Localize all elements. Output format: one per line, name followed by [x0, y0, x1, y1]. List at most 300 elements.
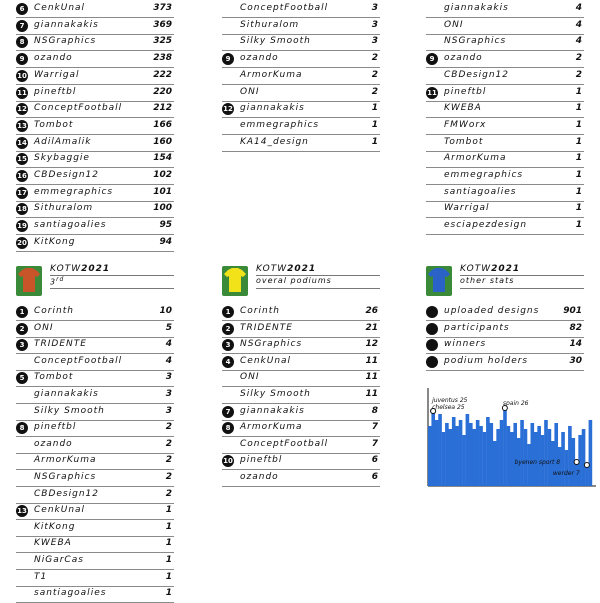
list-item [426, 338, 584, 354]
designer-name: podium holders [444, 356, 529, 367]
count-value: 30 [569, 356, 582, 367]
list-item [222, 69, 380, 85]
designer-name: ArmorKuma [240, 422, 303, 433]
list-item [16, 438, 174, 454]
count-value: 8 [371, 405, 378, 416]
list-item [222, 454, 380, 470]
count-value: 1 [371, 136, 378, 147]
list-item [16, 86, 174, 102]
rank-badge: 1 [16, 306, 28, 318]
rank-badge: 15 [17, 155, 27, 164]
rank-badge: 19 [17, 222, 27, 231]
bar [462, 435, 466, 486]
designer-name: uploaded designs [444, 306, 540, 316]
section-title: KOTW2021 [460, 264, 521, 274]
list-item [426, 136, 584, 152]
rank-badge: 8 [222, 422, 234, 434]
count-value: 1 [575, 153, 582, 164]
rank-badge: 3 [16, 339, 28, 351]
designer-name: winners [444, 339, 487, 350]
designer-name: NiGarCas [34, 555, 84, 565]
section-subtitle: 3rd [50, 276, 65, 287]
shirt-icon [426, 264, 452, 296]
list-item [426, 169, 584, 185]
count-value: 1 [575, 86, 582, 97]
designer-name: Skybaggie [34, 153, 90, 164]
count-value: 1 [165, 538, 172, 549]
section-title: KOTW2021 [256, 264, 317, 274]
section-title: KOTW2021 [50, 264, 111, 274]
section-subtitle: other stats [460, 276, 515, 285]
list-item [16, 186, 174, 202]
count-value: 10 [159, 306, 172, 316]
list-item [222, 102, 380, 118]
designer-name: ONI [34, 322, 54, 333]
designer-name: giannakakis [34, 19, 99, 30]
designer-name: giannakakis [240, 405, 305, 416]
bar [537, 426, 541, 486]
bar [459, 420, 463, 486]
list-item [16, 236, 174, 252]
list-item [222, 136, 380, 152]
list-item [16, 322, 174, 338]
designer-name: CBDesign12 [444, 69, 509, 80]
count-value: 212 [153, 103, 172, 114]
count-value: 94 [159, 236, 172, 247]
list-item [426, 2, 584, 18]
designer-name: ozando [240, 53, 279, 64]
list-item [16, 305, 174, 321]
bar [548, 429, 552, 486]
rank-badge: 17 [17, 188, 27, 197]
list-item [16, 52, 174, 68]
designer-name: KWEBA [34, 538, 72, 549]
bar [558, 447, 562, 486]
designer-name: santiagoalies [34, 220, 107, 231]
list-item [16, 119, 174, 135]
list-item [16, 2, 174, 18]
bar [490, 423, 494, 486]
list-item [222, 371, 380, 387]
rank-badge: 13 [17, 121, 27, 130]
bar [503, 408, 507, 486]
designer-name: ArmorKuma [444, 153, 507, 164]
rank-badge [426, 356, 438, 368]
designer-name: Silky Smooth [240, 389, 311, 399]
count-value: 1 [165, 521, 172, 532]
designer-name: Sithuralom [34, 203, 94, 214]
bar [493, 441, 497, 486]
designer-name: TRIDENTE [240, 322, 293, 333]
bar [500, 420, 504, 486]
annotation-label: werder 7 [552, 470, 580, 477]
rank-badge: 3 [222, 339, 234, 351]
count-value: 100 [153, 203, 172, 214]
designer-name: CenkUnal [240, 355, 292, 366]
count-value: 7 [371, 438, 378, 449]
count-value: 4 [165, 355, 172, 366]
list-item [222, 338, 380, 354]
designs-per-week-chart [426, 388, 596, 488]
designer-name: KWEBA [444, 103, 482, 114]
count-value: 1 [575, 186, 582, 197]
count-value: 3 [165, 405, 172, 416]
designer-name: CBDesign12 [34, 170, 99, 180]
designer-name: pineftbl [34, 86, 77, 97]
bar [520, 420, 524, 486]
bar [483, 432, 487, 486]
list-item [426, 186, 584, 202]
rank-badge [426, 339, 438, 351]
count-value: 1 [575, 119, 582, 130]
count-value: 3 [371, 19, 378, 30]
designer-name: Tombot [34, 372, 74, 383]
count-value: 2 [165, 488, 172, 499]
list-item [16, 69, 174, 85]
bar [507, 426, 511, 486]
bar-chart [426, 388, 596, 488]
list-item [426, 355, 584, 371]
rank-badge: 2 [222, 323, 234, 335]
designer-name: esciapezdesign [444, 220, 528, 231]
rank-badge: 20 [17, 238, 27, 247]
list-item [426, 322, 584, 338]
rank-badge: 16 [17, 172, 27, 180]
count-value: 2 [371, 86, 378, 97]
annotation-label: chelsea 25 [432, 404, 465, 411]
designer-name: ONI [444, 19, 464, 30]
count-value: 2 [575, 53, 582, 64]
designer-name: CenkUnal [34, 505, 86, 516]
bar [438, 414, 442, 486]
bar [582, 429, 586, 486]
designer-name: CenkUnal [34, 3, 86, 13]
list-item [222, 19, 380, 35]
bar [531, 423, 535, 486]
bar [486, 417, 490, 486]
count-value: 5 [165, 322, 172, 333]
count-value: 21 [365, 322, 378, 333]
count-value: 3 [165, 372, 172, 383]
count-value: 2 [371, 53, 378, 64]
count-value: 2 [165, 438, 172, 449]
bar [568, 426, 572, 486]
designer-name: ozando [240, 472, 279, 482]
designer-name: Tombot [444, 136, 484, 147]
shirt-icon [222, 264, 248, 296]
designer-name: NSGraphics [34, 36, 97, 47]
count-value: 6 [371, 472, 378, 482]
count-value: 1 [575, 103, 582, 114]
rank-badge: 10 [223, 457, 233, 466]
designer-name: giannakakis [240, 103, 305, 114]
rank-badge: 6 [16, 3, 28, 15]
designer-name: ConceptFootball [240, 3, 329, 13]
rank-badge: 14 [17, 138, 27, 147]
count-value: 1 [165, 588, 172, 599]
list-item [426, 86, 584, 102]
annotation-label: byenen sport 8 [514, 459, 561, 466]
count-value: 4 [575, 19, 582, 30]
bar [496, 429, 500, 486]
rank-badge: 4 [222, 356, 234, 368]
bar [565, 450, 569, 486]
count-value: 3 [371, 36, 378, 47]
designer-name: Corinth [240, 306, 280, 316]
count-value: 373 [153, 3, 172, 13]
list-item [16, 102, 174, 118]
list-item [16, 504, 174, 520]
count-value: 1 [575, 220, 582, 231]
list-item [222, 322, 380, 338]
bar [510, 432, 514, 486]
count-value: 238 [153, 53, 172, 64]
designer-name: KitKong [34, 236, 76, 247]
rank-badge: 9 [16, 53, 28, 65]
count-value: 12 [365, 339, 378, 350]
rank-badge [426, 323, 438, 335]
count-value: 1 [165, 555, 172, 565]
bar [469, 423, 473, 486]
list-item [426, 102, 584, 118]
rank-badge: 5 [16, 372, 28, 384]
other-stats-header [426, 264, 584, 290]
count-value: 325 [153, 36, 172, 47]
bar [585, 465, 589, 486]
list-item [16, 454, 174, 470]
designer-name: participants [444, 322, 510, 333]
list-item [16, 405, 174, 421]
designer-name: giannakakis [444, 3, 509, 13]
bar [435, 420, 439, 486]
rank-badge: 7 [16, 20, 28, 32]
list-item [16, 421, 174, 437]
designer-name: ArmorKuma [34, 455, 97, 466]
count-value: 3 [165, 389, 172, 399]
rank-badge: 11 [427, 88, 437, 97]
bar [524, 429, 528, 486]
rank-badge: 13 [17, 507, 27, 516]
list-item [16, 19, 174, 35]
designer-name: T1 [34, 571, 48, 582]
designer-name: Tombot [34, 119, 74, 130]
count-value: 11 [365, 355, 378, 366]
designer-name: Silky Smooth [240, 36, 311, 47]
list-item [426, 305, 584, 321]
count-value: 160 [153, 136, 172, 147]
bar [452, 417, 456, 486]
designer-name: Corinth [34, 306, 74, 316]
list-item [426, 202, 584, 218]
designer-name: ozando [444, 53, 483, 64]
list-item [426, 119, 584, 135]
count-value: 7 [371, 422, 378, 433]
designer-name: ONI [240, 372, 260, 383]
designer-name: emmegraphics [34, 186, 114, 197]
count-value: 1 [575, 136, 582, 147]
count-value: 1 [371, 119, 378, 130]
list-item [16, 571, 174, 587]
count-value: 2 [165, 455, 172, 466]
count-value: 2 [371, 69, 378, 80]
rank-badge: 8 [16, 422, 28, 434]
bar [431, 411, 435, 486]
count-value: 26 [365, 306, 378, 316]
list-item [222, 305, 380, 321]
count-value: 166 [153, 119, 172, 130]
bar [442, 432, 446, 486]
list-item [16, 371, 174, 387]
designer-name: ConceptFootball [240, 438, 329, 449]
designer-name: santiagoalies [444, 186, 517, 197]
count-value: 1 [575, 203, 582, 214]
list-item [16, 35, 174, 51]
list-item [16, 537, 174, 553]
section-subtitle: overal podiums [256, 276, 332, 285]
rank-badge: 9 [426, 53, 438, 65]
annotation-label: spain 26 [502, 400, 529, 407]
count-value: 3 [371, 3, 378, 13]
bar [476, 420, 480, 486]
designer-name: pineftbl [34, 422, 77, 433]
list-item [16, 338, 174, 354]
bar [561, 432, 565, 486]
list-item [222, 35, 380, 51]
rank-badge: 7 [222, 406, 234, 418]
list-item [16, 136, 174, 152]
list-item [426, 19, 584, 35]
bar [479, 426, 483, 486]
designer-name: ozando [34, 438, 73, 449]
list-item [426, 219, 584, 235]
count-value: 2 [165, 422, 172, 433]
count-value: 101 [153, 186, 172, 197]
count-value: 11 [365, 389, 378, 399]
designer-name: AdilAmalik [34, 136, 92, 147]
rank-badge: 10 [17, 71, 27, 80]
list-item [222, 2, 380, 18]
list-item [222, 471, 380, 487]
list-item [222, 405, 380, 421]
count-value: 102 [153, 170, 172, 180]
count-value: 2 [165, 472, 172, 482]
designer-name: ConceptFootball [34, 355, 123, 366]
rank-badge: 1 [222, 306, 234, 318]
designer-name: NSGraphics [444, 36, 507, 47]
count-value: 220 [153, 86, 172, 97]
rank-badge [426, 306, 438, 318]
rank-badge: 12 [17, 105, 27, 114]
designer-name: Sithuralom [240, 19, 300, 30]
list-item [16, 355, 174, 371]
list-item [426, 52, 584, 68]
list-item [16, 388, 174, 404]
list-item [222, 438, 380, 454]
rank-badge: 18 [17, 205, 27, 214]
designer-name: NSGraphics [240, 339, 303, 350]
designer-name: giannakakis [34, 389, 99, 399]
count-value: 1 [575, 170, 582, 180]
rank-badge: 2 [16, 323, 28, 335]
list-item [426, 152, 584, 168]
designer-name: ONI [240, 86, 260, 97]
designer-name: pineftbl [444, 86, 487, 97]
annotation-marker [584, 463, 589, 468]
list-item [222, 421, 380, 437]
rank-badge: 12 [223, 105, 233, 114]
shirt-icon [16, 264, 42, 296]
count-value: 11 [365, 372, 378, 383]
list-item [16, 521, 174, 537]
designer-name: ozando [34, 53, 73, 64]
count-value: 4 [165, 339, 172, 350]
bar [428, 426, 432, 486]
count-value: 369 [153, 19, 172, 30]
count-value: 2 [575, 69, 582, 80]
third-place-header [16, 264, 174, 290]
list-item [16, 169, 174, 185]
list-item [222, 86, 380, 102]
count-value: 4 [575, 3, 582, 13]
designer-name: pineftbl [240, 455, 283, 466]
designer-name: TRIDENTE [34, 339, 87, 350]
designer-name: KA14_design [240, 136, 309, 147]
designer-name: Warrigal [34, 69, 80, 80]
list-item [16, 587, 174, 603]
list-item [16, 219, 174, 235]
list-item [16, 152, 174, 168]
designer-name: emmegraphics [444, 170, 524, 180]
count-value: 901 [563, 306, 582, 316]
rank-badge: 11 [17, 88, 27, 97]
list-item [222, 355, 380, 371]
count-value: 1 [371, 103, 378, 114]
rank-badge: 8 [16, 36, 28, 48]
annotation-marker [574, 460, 579, 465]
list-item [222, 52, 380, 68]
list-item [426, 69, 584, 85]
designer-name: NSGraphics [34, 472, 97, 482]
designer-name: FMWorx [444, 119, 487, 130]
bar [449, 429, 453, 486]
list-item [16, 202, 174, 218]
count-value: 14 [569, 339, 582, 350]
designer-name: KitKong [34, 521, 76, 532]
designer-name: santiagoalies [34, 588, 107, 599]
designer-name: ArmorKuma [240, 69, 303, 80]
count-value: 154 [153, 153, 172, 164]
designer-name: Warrigal [444, 203, 490, 214]
overall-podiums-header [222, 264, 380, 290]
count-value: 4 [575, 36, 582, 47]
count-value: 82 [569, 322, 582, 333]
count-value: 95 [159, 220, 172, 231]
bar [472, 429, 476, 486]
bar [455, 426, 459, 486]
designer-name: CBDesign12 [34, 488, 99, 499]
count-value: 222 [153, 69, 172, 80]
list-item [222, 119, 380, 135]
list-item [16, 554, 174, 570]
count-value: 1 [165, 571, 172, 582]
list-item [16, 488, 174, 504]
rank-badge: 9 [222, 53, 234, 65]
bar [445, 423, 449, 486]
designer-name: Silky Smooth [34, 405, 105, 416]
bar [466, 414, 470, 486]
count-value: 6 [371, 455, 378, 466]
list-item [426, 35, 584, 51]
